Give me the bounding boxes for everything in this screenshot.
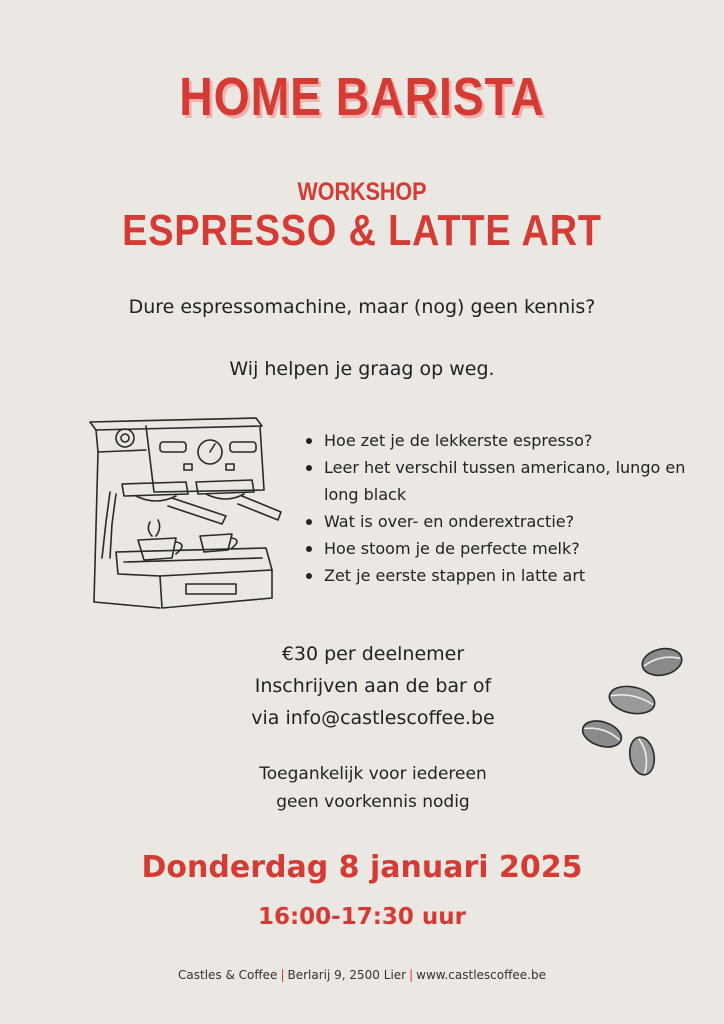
access-info — [188, 760, 558, 816]
page-title: HOME BARISTA — [179, 67, 545, 127]
footer-address: Berlarij 9, 2500 Lier — [287, 968, 407, 982]
coffee-beans-icon — [576, 638, 686, 784]
list-item: Hoe zet je de lekkerste espresso? — [304, 427, 704, 454]
espresso-machine-icon — [76, 412, 292, 618]
list-item: Leer het verschil tussen americano, lungo en long black — [304, 454, 704, 508]
access-text: Toegankelijk voor iedereen — [259, 764, 487, 784]
workshop-label: WORKSHOP — [297, 178, 427, 206]
price-info — [188, 638, 558, 734]
divider: | — [280, 968, 285, 982]
price-text: €30 per deelnemer — [281, 643, 465, 665]
workshop-subtitle: ESPRESSO & LATTE ART — [122, 206, 602, 255]
event-date: Donderdag 8 januari 2025 — [141, 850, 583, 885]
signup-text: Inschrijven aan de bar of — [254, 675, 492, 697]
bullet-list — [304, 427, 704, 589]
footer-website[interactable]: www.castlescoffee.be — [416, 968, 546, 982]
list-item: Wat is over- en onderextractie? — [304, 508, 704, 535]
intro-help: Wij helpen je graag op weg. — [229, 358, 495, 380]
signup-email: via info@castlescoffee.be — [251, 707, 495, 729]
list-item: Zet je eerste stappen in latte art — [304, 562, 704, 589]
divider: | — [409, 968, 414, 982]
footer-name: Castles & Coffee — [178, 968, 278, 982]
event-time: 16:00-17:30 uur — [257, 904, 467, 930]
footer — [0, 968, 724, 982]
intro-question: Dure espressomachine, maar (nog) geen kennis? — [128, 296, 596, 318]
prerequisite-text: geen voorkennis nodig — [276, 792, 470, 812]
list-item: Hoe stoom je de perfecte melk? — [304, 535, 704, 562]
